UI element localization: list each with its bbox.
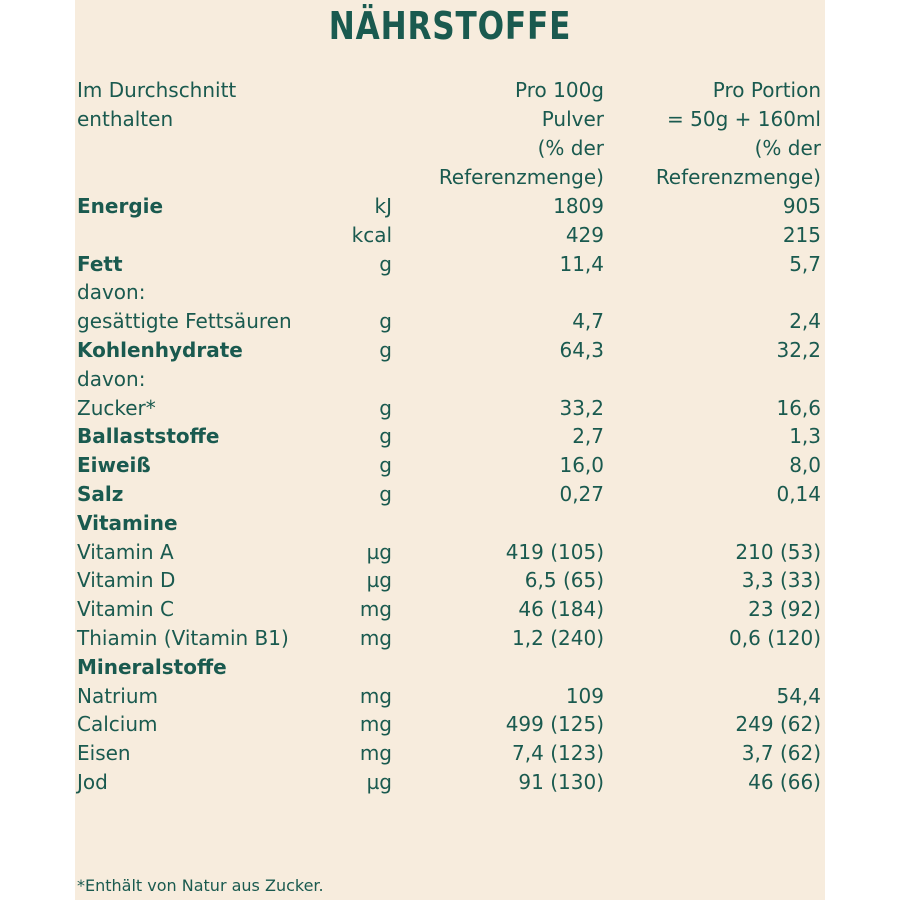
row-label: Vitamine: [77, 511, 178, 535]
row-per-100g: 419 (105): [505, 540, 604, 564]
row-unit: µg: [366, 568, 392, 592]
row-label: Eisen: [77, 741, 131, 765]
row-per-100g: 1809: [553, 194, 604, 218]
footnote: *Enthält von Natur aus Zucker.: [77, 876, 324, 895]
row-per-100g: 64,3: [559, 338, 604, 362]
row-label: Kohlenhydrate: [77, 338, 243, 362]
row-label: gesättigte Fettsäuren: [77, 309, 292, 333]
row-label: davon:: [77, 367, 146, 391]
row-unit: µg: [366, 770, 392, 794]
row-unit: g: [379, 396, 392, 420]
row-unit: mg: [359, 626, 392, 650]
row-per-portion: 46 (66): [748, 770, 821, 794]
row-per-100g: 0,27: [559, 482, 604, 506]
row-per-100g: 4,7: [572, 309, 604, 333]
header-col2-line: Pro Portion: [712, 78, 821, 102]
row-per-portion: 32,2: [776, 338, 821, 362]
row-label: Eiweiß: [77, 453, 151, 477]
row-unit: mg: [359, 597, 392, 621]
row-label: Zucker*: [77, 396, 156, 420]
row-per-100g: 2,7: [572, 424, 604, 448]
row-unit: g: [379, 482, 392, 506]
row-per-portion: 54,4: [776, 684, 821, 708]
row-label: Calcium: [77, 712, 158, 736]
row-label: Vitamin A: [77, 540, 174, 564]
row-per-100g: 1,2 (240): [512, 626, 604, 650]
row-unit: µg: [366, 540, 392, 564]
row-per-100g: 499 (125): [505, 712, 604, 736]
row-per-portion: 23 (92): [748, 597, 821, 621]
header-label-line: Im Durchschnitt: [77, 78, 237, 102]
row-per-portion: 16,6: [776, 396, 821, 420]
nutrition-panel: [75, 0, 825, 900]
row-unit: g: [379, 453, 392, 477]
row-per-portion: 0,14: [776, 482, 821, 506]
row-label: Vitamin C: [77, 597, 174, 621]
row-per-portion: 1,3: [789, 424, 821, 448]
row-unit: kcal: [351, 223, 392, 247]
row-label: Energie: [77, 194, 164, 218]
row-per-100g: 429: [565, 223, 604, 247]
row-per-portion: 8,0: [789, 453, 821, 477]
row-per-portion: 249 (62): [735, 712, 821, 736]
row-per-portion: 0,6 (120): [729, 626, 821, 650]
header-col1-line: Referenzmenge): [438, 165, 604, 189]
row-per-100g: 33,2: [559, 396, 604, 420]
row-unit: g: [379, 252, 392, 276]
row-per-portion: 905: [782, 194, 821, 218]
row-label: Salz: [77, 482, 124, 506]
row-label: Ballaststoffe: [77, 424, 220, 448]
row-per-100g: 11,4: [559, 252, 604, 276]
row-unit: mg: [359, 741, 392, 765]
row-label: davon:: [77, 280, 146, 304]
header-col1-line: (% der: [537, 136, 604, 160]
row-per-portion: 3,3 (33): [741, 568, 821, 592]
row-label: Vitamin D: [77, 568, 176, 592]
header-col2-line: (% der: [754, 136, 821, 160]
header-col2-line: Referenzmenge): [655, 165, 821, 189]
row-per-portion: 215: [782, 223, 821, 247]
row-unit: mg: [359, 684, 392, 708]
row-per-portion: 2,4: [789, 309, 821, 333]
row-label: Fett: [77, 252, 123, 276]
header-col1-line: Pro 100g: [515, 78, 604, 102]
header-col1-line: Pulver: [541, 107, 604, 131]
row-unit: mg: [359, 712, 392, 736]
row-per-100g: 7,4 (123): [512, 741, 604, 765]
row-per-100g: 6,5 (65): [524, 568, 604, 592]
row-unit: g: [379, 424, 392, 448]
row-per-100g: 46 (184): [518, 597, 604, 621]
row-unit: g: [379, 309, 392, 333]
page-title: NÄHRSTOFFE: [328, 4, 572, 48]
row-per-portion: 210 (53): [735, 540, 821, 564]
row-unit: kJ: [374, 194, 392, 218]
row-label: Thiamin (Vitamin B1): [77, 626, 289, 650]
row-per-portion: 3,7 (62): [741, 741, 821, 765]
row-per-100g: 91 (130): [518, 770, 604, 794]
row-per-portion: 5,7: [789, 252, 821, 276]
header-col2-line: = 50g + 160ml: [667, 107, 821, 131]
row-label: Natrium: [77, 684, 158, 708]
row-per-100g: 16,0: [559, 453, 604, 477]
row-unit: g: [379, 338, 392, 362]
row-label: Jod: [77, 770, 108, 794]
row-per-100g: 109: [565, 684, 604, 708]
row-label: Mineralstoffe: [77, 655, 227, 679]
header-label-line: enthalten: [77, 107, 174, 131]
